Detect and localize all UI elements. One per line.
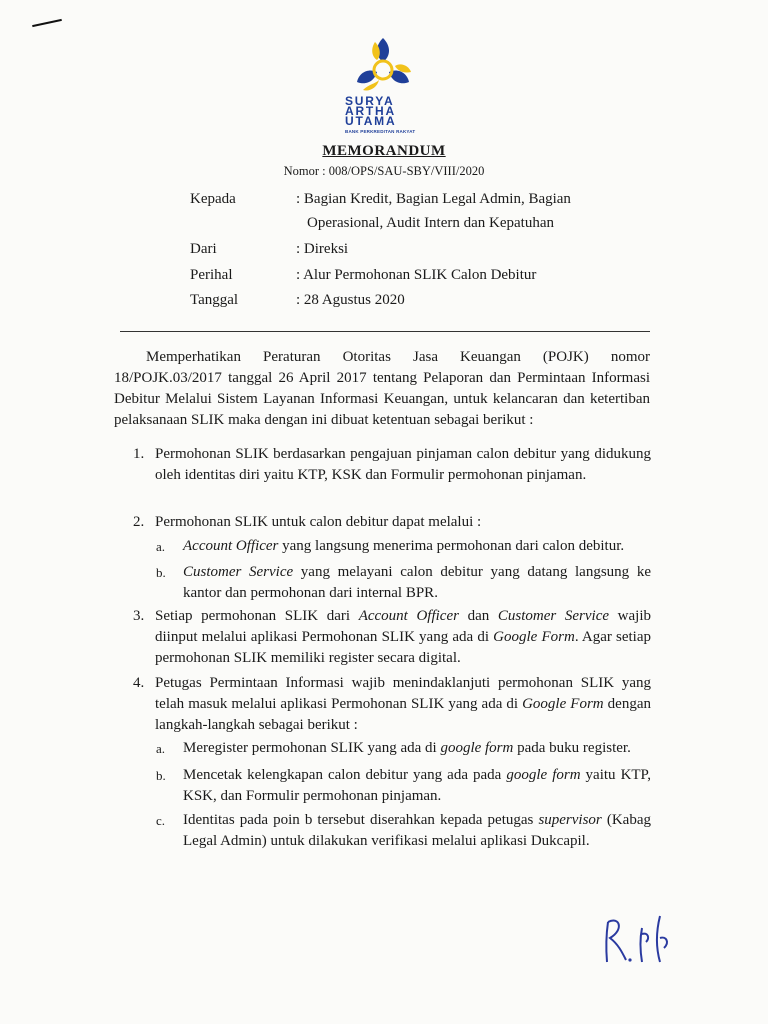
item-4c-part-b: supervisor (538, 812, 602, 828)
item-3-part-c: dan (458, 608, 498, 624)
intro-line-1: Memperhatikan Peraturan Otoritas Jasa Keuangan (POJK) nomor (146, 349, 650, 365)
logo-word-3: UTAMA (345, 114, 397, 128)
header-divider (120, 331, 650, 332)
perihal-label: Perihal (190, 267, 233, 283)
logo-word-1: SURYA (345, 94, 395, 108)
item-1-text: Permohonan SLIK berdasarkan pengajuan pinjaman calon debitur yang didukung oleh identitas diri yaitu KTP, KSK dan Formulir permohonan pinjaman. (155, 446, 651, 483)
kepada-value-1: : Bagian Kredit, Bagian Legal Admin, Bagian (296, 191, 571, 207)
item-3-text (155, 606, 651, 669)
item-4a-part-a: Meregister permohonan SLIK yang ada di (183, 740, 441, 756)
item-4b-part-a: Mencetak kelengkapan calon debitur yang ada pada (183, 767, 507, 783)
item-3-part-a: Setiap permohonan SLIK dari (155, 608, 359, 624)
item-3-part-b: Account Officer (358, 608, 459, 624)
item-4-part-a: Petugas Permintaan Informasi wajib menindaklanjuti permohonan SLIK yang telah masuk melalui aplikasi Permohonan SLIK yang ada di (155, 675, 651, 712)
item-3-part-f: Google Form (493, 629, 575, 645)
item-4b-letter: b. (156, 768, 166, 783)
item-4b-part-b: google form (506, 767, 581, 783)
item-3-part-e: wajib diinput melalui aplikasi Permohonan SLIK yang ada di (155, 608, 651, 645)
item-4b-text (183, 765, 651, 807)
item-4b-part-c: yaitu KTP, KSK, dan Formulir permohonan pinjaman. (183, 767, 651, 804)
memo-number: Nomor : 008/OPS/SAU-SBY/VIII/2020 (283, 164, 485, 178)
item-4a-part-c: pada buku register. (513, 740, 631, 756)
dari-value: : Direksi (296, 241, 349, 257)
item-4a-letter: a. (156, 741, 166, 756)
kepada-label: Kepada (190, 191, 236, 207)
item-4-number: 4. (133, 675, 145, 691)
item-2a-text (183, 536, 651, 557)
item-4-part-b: Google Form (522, 696, 604, 712)
item-4a-part-b: google form (440, 740, 514, 756)
item-4-part-c: dengan langkah-langkah sebagai berikut : (155, 696, 651, 733)
item-4c-part-a: Identitas pada poin b tersebut diserahkan kepada petugas (183, 812, 539, 828)
initials-signature-icon (590, 908, 680, 968)
item-3-part-g: . Agar setiap permohonan SLIK memiliki register secara digital. (155, 629, 652, 666)
item-2a-rest: yang langsung menerima permohonan dari calon debitur. (278, 538, 625, 554)
item-4c-part-c: (Kabag Legal Admin) untuk dilakukan verifikasi melalui aplikasi Dukcapil. (183, 812, 651, 849)
intro-line-2: 18/POJK.03/2017 tanggal 26 April 2017 tentang Pelaporan dan Permintaan Informasi (114, 370, 650, 386)
perihal-value: : Alur Permohonan SLIK Calon Debitur (296, 267, 537, 283)
memo-title: MEMORANDUM (322, 143, 446, 159)
item-2b-letter: b. (156, 565, 166, 580)
item-4c-text (183, 810, 651, 852)
item-2b-text (183, 562, 651, 604)
item-4-text (155, 673, 651, 736)
tanggal-value: : 28 Agustus 2020 (296, 292, 405, 308)
item-3-number: 3. (133, 608, 145, 624)
item-2b-rest: yang melayani calon debitur yang datang langsung ke kantor dan permohonan dari internal BPR. (183, 564, 651, 601)
item-4c-letter: c. (156, 813, 166, 828)
pen-mark (32, 19, 62, 27)
item-2-number: 2. (133, 514, 145, 530)
item-2a-letter: a. (156, 539, 166, 554)
logo-tagline: BANK PERKREDITAN RAKYAT (345, 129, 416, 134)
item-3-part-d: Customer Service (497, 608, 610, 624)
intro-paragraph (114, 347, 650, 431)
item-2b-italic: Customer Service (183, 564, 294, 580)
intro-line-4: pelaksanaan SLIK maka dengan ini dibuat ketentuan sebagai berikut : (114, 412, 534, 428)
logo-word-2: ARTHA (345, 104, 396, 118)
dari-label: Dari (190, 241, 217, 257)
item-2-text: Permohonan SLIK untuk calon debitur dapat melalui : (155, 514, 482, 530)
item-2a-italic: Account Officer (183, 538, 279, 554)
item-4a-text (183, 738, 651, 759)
logo-wordmark (345, 96, 435, 137)
intro-line-3: Debitur Melalui Sistem Layanan Informasi Keuangan, untuk kelancaran dan ketertiban (114, 391, 650, 407)
item-1-number: 1. (133, 446, 145, 462)
tanggal-label: Tanggal (190, 292, 239, 308)
kepada-value-2: Operasional, Audit Intern dan Kepatuhan (307, 215, 555, 231)
